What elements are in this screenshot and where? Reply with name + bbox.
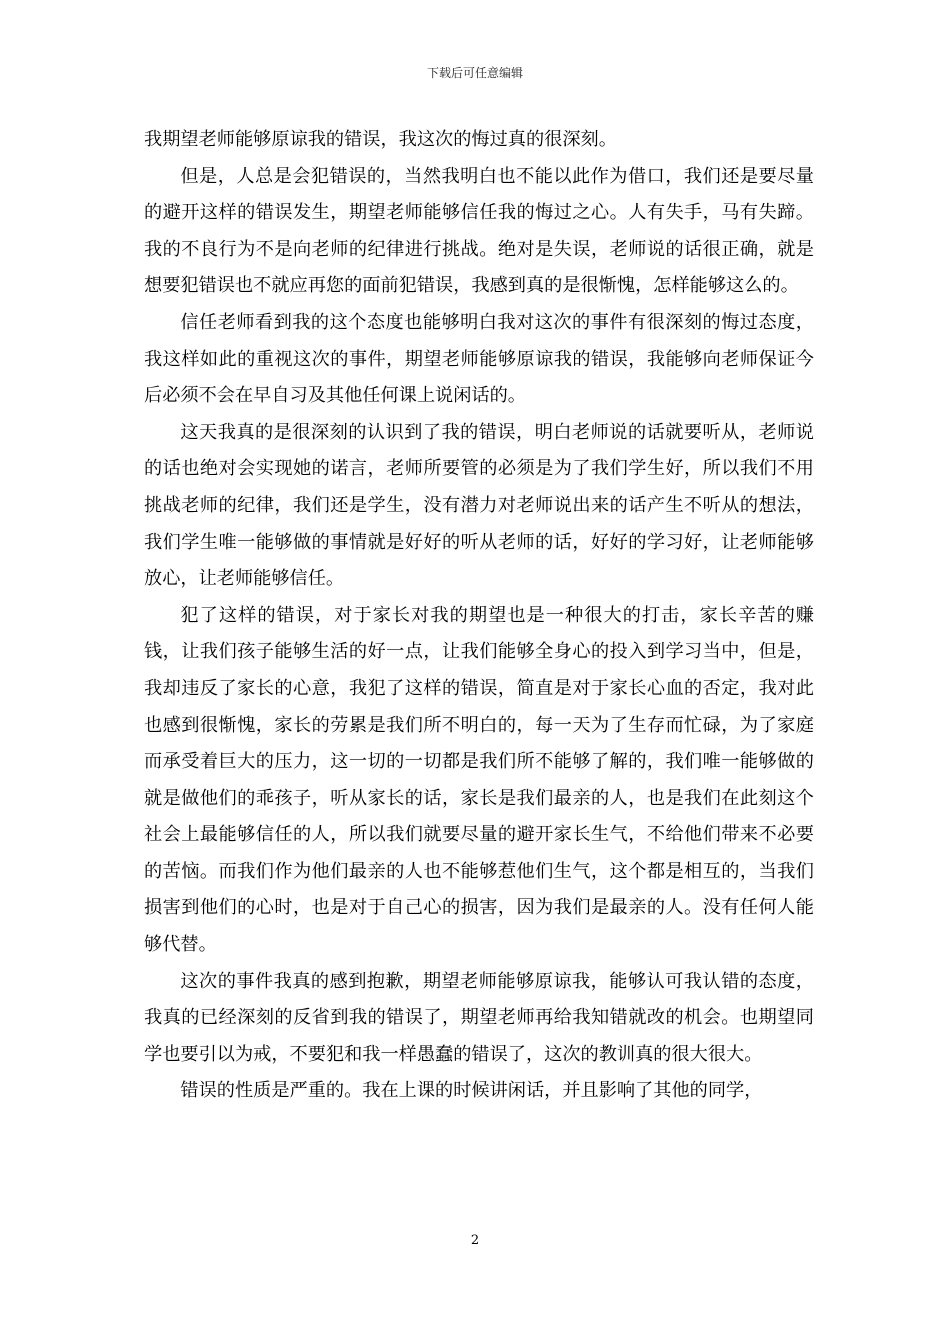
document-body (144, 122, 814, 1110)
paragraph: 这天我真的是很深刻的认识到了我的错误，明白老师说的话就要听从，老师说的话也绝对会实现她的诺言，老师所要管的必须是为了我们学生好，所以我们不用挑战老师的纪律，我们还是学生，没有潜力对老师说出来的话产生不听从的想法，我们学生唯一能够做的事情就是好好的听从老师的话，好好的学习好，让老师能够放心，让老师能够信任。 (144, 421, 814, 590)
page-header: 下载后可任意编辑 (426, 66, 523, 80)
paragraph: 错误的性质是严重的。我在上课的时候讲闲话，并且影响了其他的同学， (180, 1080, 763, 1102)
page-number: 2 (470, 1233, 480, 1248)
paragraph: 这次的事件我真的感到抱歉，期望老师能够原谅我，能够认可我认错的态度，我真的已经深刻的反省到我的错误了，期望老师再给我知错就改的机会。也期望同学也要引以为戒，不要犯和我一样愚蠢的错误了，这次的教训真的很大很大。 (144, 970, 814, 1065)
paragraph: 信任老师看到我的这个态度也能够明白我对这次的事件有很深刻的悔过态度，我这样如此的重视这次的事件，期望老师能够原谅我的错误，我能够向老师保证今后必须不会在早自习及其他任何课上说闲话的。 (144, 311, 814, 407)
paragraph: 我期望老师能够原谅我的错误，我这次的悔过真的很深刻。 (144, 129, 617, 150)
paragraph: 犯了这样的错误，对于家长对我的期望也是一种很大的打击，家长辛苦的赚钱，让我们孩子能够生活的好一点，让我们能够全身心的投入到学习当中，但是，我却违反了家长的心意，我犯了这样的错误，简直是对于家长心血的否定，我对此也感到很惭愧，家长的劳累是我们所不明白的，每一天为了生存而忙碌，为了家庭而承受着巨大的压力，这一切的一切都是我们所不能够了解的，我们唯一能够做的就是做他们的乖孩子，听从家长的话，家长是我们最亲的人，也是我们在此刻这个社会上最能够信任的人，所以我们就要尽量的避开家长生气，不给他们带来不必要的苦恼。而我们作为他们最亲的人也不能够惹他们生气，这个都是相互的，当我们损害到他们的心时，也是对于自己心的损害，因为我们是最亲的人。没有任何人能够代替。 (144, 604, 814, 956)
paragraph: 但是，人总是会犯错误的，当然我明白也不能以此作为借口，我们还是要尽量的避开这样的错误发生，期望老师能够信任我的悔过之心。人有失手，马有失蹄。我的不良行为不是向老师的纪律进行挑战。绝对是失误，老师说的话很正确，就是想要犯错误也不就应再您的面前犯错误，我感到真的是很惭愧，怎样能够这么的。 (144, 165, 814, 297)
